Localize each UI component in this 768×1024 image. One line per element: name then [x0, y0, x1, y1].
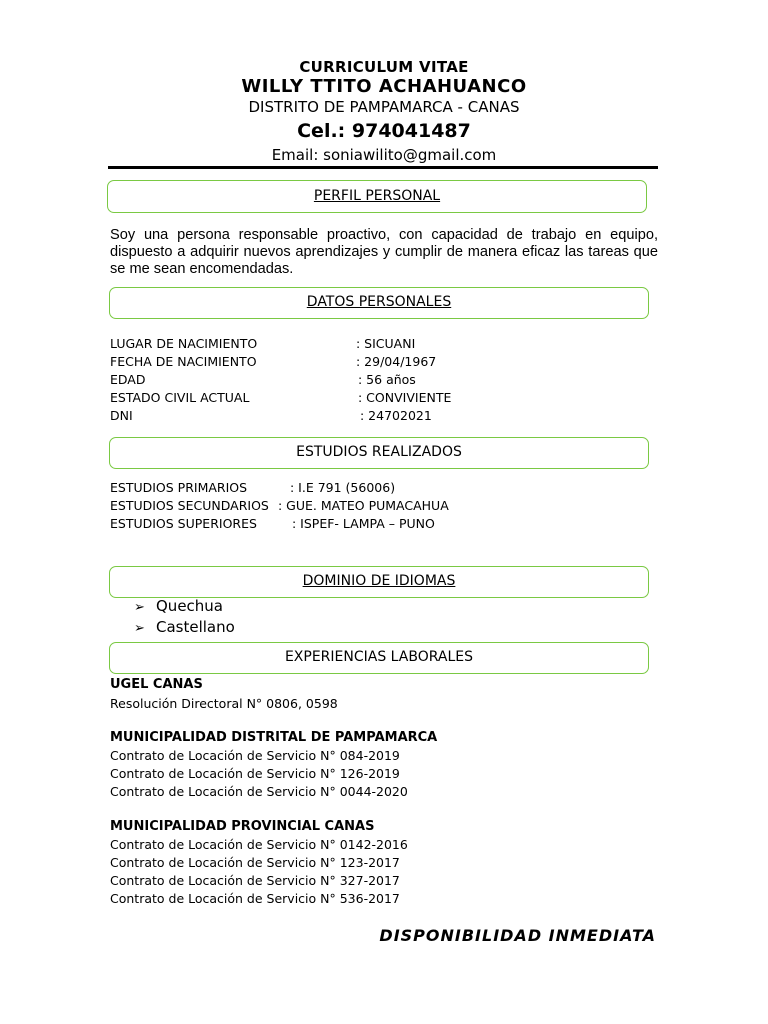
studies-label: ESTUDIOS SECUNDARIOS	[110, 498, 269, 513]
experience-item: Contrato de Locación de Servicio N° 0044-2020	[110, 784, 408, 799]
section-title-idiomas: DOMINIO DE IDIOMAS	[302, 573, 456, 589]
language-label: Castellano	[156, 618, 235, 636]
personal-data-value: : 29/04/1967	[356, 354, 437, 369]
section-header-perfil	[107, 180, 647, 213]
experience-item: Contrato de Locación de Servicio N° 536-2017	[110, 891, 400, 906]
profile-paragraph: Soy una persona responsable proactivo, con capacidad de trabajo en equipo, dispuesto a adquirir nuevos aprendizajes y cumplir de manera eficaz las tareas que se me sean encomendadas.	[110, 227, 658, 277]
section-header-experiencias	[109, 642, 649, 674]
personal-data-label: FECHA DE NACIMIENTO	[110, 354, 257, 369]
section-header-estudios	[109, 437, 649, 469]
section-title-datos: DATOS PERSONALES	[306, 294, 452, 310]
experience-org: MUNICIPALIDAD PROVINCIAL CANAS	[110, 819, 375, 834]
personal-data-label: EDAD	[110, 372, 146, 387]
candidate-phone: Cel.: 974041487	[297, 120, 471, 142]
personal-data-value: : 24702021	[360, 408, 432, 423]
section-header-idiomas	[109, 566, 649, 598]
candidate-district: DISTRITO DE PAMPAMARCA - CANAS	[248, 98, 520, 116]
experience-item: Contrato de Locación de Servicio N° 0142-2016	[110, 837, 408, 852]
personal-data-value: : 56 años	[358, 372, 416, 387]
studies-label: ESTUDIOS PRIMARIOS	[110, 480, 248, 495]
section-title-estudios: ESTUDIOS REALIZADOS	[296, 444, 462, 460]
candidate-email: Email: soniawilito@gmail.com	[271, 146, 497, 164]
language-item	[134, 596, 223, 618]
experience-item: Contrato de Locación de Servicio N° 123-2017	[110, 855, 400, 870]
personal-data-label: LUGAR DE NACIMIENTO	[110, 336, 258, 351]
arrow-bullet-icon: ➢	[134, 600, 145, 615]
arrow-bullet-icon: ➢	[134, 621, 145, 636]
studies-value: : I.E 791 (56006)	[290, 480, 396, 495]
experience-item: Resolución Directoral N° 0806, 0598	[110, 696, 338, 711]
experience-org: UGEL CANAS	[110, 677, 203, 692]
personal-data-label: ESTADO CIVIL ACTUAL	[110, 390, 250, 405]
document-title: CURRICULUM VITAE	[299, 58, 469, 76]
personal-data-label: DNI	[110, 408, 133, 423]
experience-org: MUNICIPALIDAD DISTRITAL DE PAMPAMARCA	[110, 730, 438, 745]
header-divider	[108, 166, 658, 169]
experience-item: Contrato de Locación de Servicio N° 327-2017	[110, 873, 400, 888]
studies-label: ESTUDIOS SUPERIORES	[110, 516, 257, 531]
section-title-experiencias: EXPERIENCIAS LABORALES	[284, 649, 474, 665]
experience-item: Contrato de Locación de Servicio N° 084-2019	[110, 748, 400, 763]
personal-data-value: : SICUANI	[356, 336, 416, 351]
candidate-name: WILLY TTITO ACHAHUANCO	[241, 76, 527, 97]
experience-item: Contrato de Locación de Servicio N° 126-2019	[110, 766, 400, 781]
language-label: Quechua	[156, 597, 223, 615]
studies-value: : GUE. MATEO PUMACAHUA	[278, 498, 449, 513]
section-header-datos	[109, 287, 649, 319]
personal-data-value: : CONVIVIENTE	[358, 390, 452, 405]
language-item	[134, 617, 235, 639]
studies-value: : ISPEF- LAMPA – PUNO	[292, 516, 435, 531]
availability-note: DISPONIBILIDAD INMEDIATA	[379, 926, 656, 945]
section-title-perfil: PERFIL PERSONAL	[313, 188, 441, 204]
